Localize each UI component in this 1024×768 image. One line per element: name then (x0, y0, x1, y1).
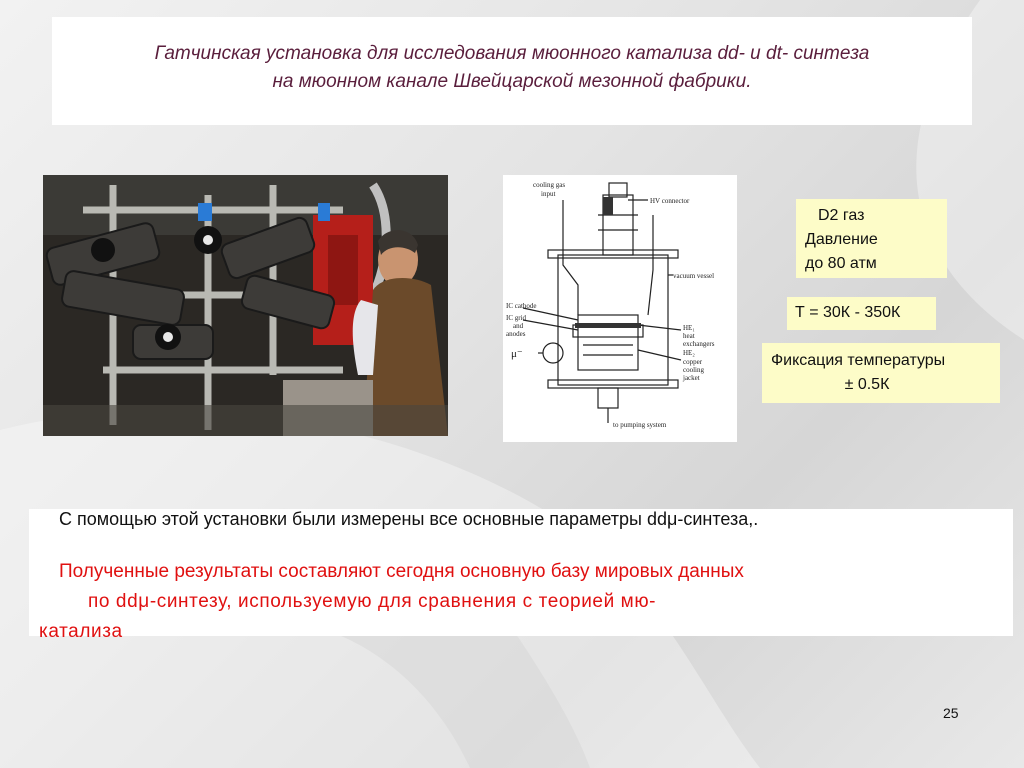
diagram-label-ic-grid: IC grid (506, 314, 527, 322)
diagram-label-input: input (541, 190, 556, 198)
gas-pressure-note (796, 199, 947, 278)
apparatus-diagram (503, 175, 737, 442)
diagram-label-jacket: jacket (683, 374, 700, 382)
setup-photo (43, 175, 448, 436)
diagram-label-vacuum-vessel: vacuum vessel (673, 272, 715, 280)
pressure-label: Давление (805, 231, 878, 248)
d2-gas-label: D2 газ (818, 207, 865, 224)
page-number: 25 (943, 705, 959, 721)
results-text-line-3: катализа (39, 621, 123, 642)
diagram-label-exchangers: exchangers (683, 340, 715, 348)
diagram-label-he2: HE₂ (683, 349, 695, 357)
title-box (52, 17, 972, 125)
diagram-label-he1: HE₁ (683, 324, 695, 332)
temp-fix-label: Фиксация температуры (771, 352, 946, 369)
slide-title-line-2: на мюонном канале Швейцарской мезонной фабрики. (272, 71, 752, 92)
diagram-label-heat: heat (683, 332, 695, 340)
measurements-text: С помощью этой установки были измерены все основные параметры ddμ-синтеза,. (59, 509, 759, 529)
diagram-label-anodes: anodes (506, 330, 526, 338)
results-box (29, 509, 1013, 642)
results-text-line-1: Полученные результаты составляют сегодня основную базу мировых данных (59, 561, 744, 582)
diagram-label-hv-connector: HV connector (650, 197, 690, 205)
diagram-label-ic-cathode: IC cathode (506, 302, 537, 310)
temperature-range-text: Т = 30К - 350К (795, 304, 901, 321)
slide-title-line-1: Гатчинская установка для исследования мюонного катализа dd- и dt- синтеза (154, 43, 870, 64)
results-text-line-2: по ddμ-синтезу, используемую для сравнения с теорией мю- (88, 591, 657, 612)
temperature-fixation-note (762, 343, 1000, 403)
pressure-value: до 80 атм (805, 255, 877, 272)
diagram-label-and: and (513, 322, 524, 330)
diagram-label-pumping: to pumping system (613, 421, 667, 429)
diagram-label-cooling-gas: cooling gas (533, 181, 566, 189)
temp-fix-value: ± 0.5К (844, 376, 890, 393)
diagram-label-muon: μ⁻ (511, 348, 523, 360)
diagram-label-copper: copper (683, 358, 703, 366)
diagram-label-cooling: cooling (683, 366, 704, 374)
temperature-range-note (787, 297, 936, 330)
